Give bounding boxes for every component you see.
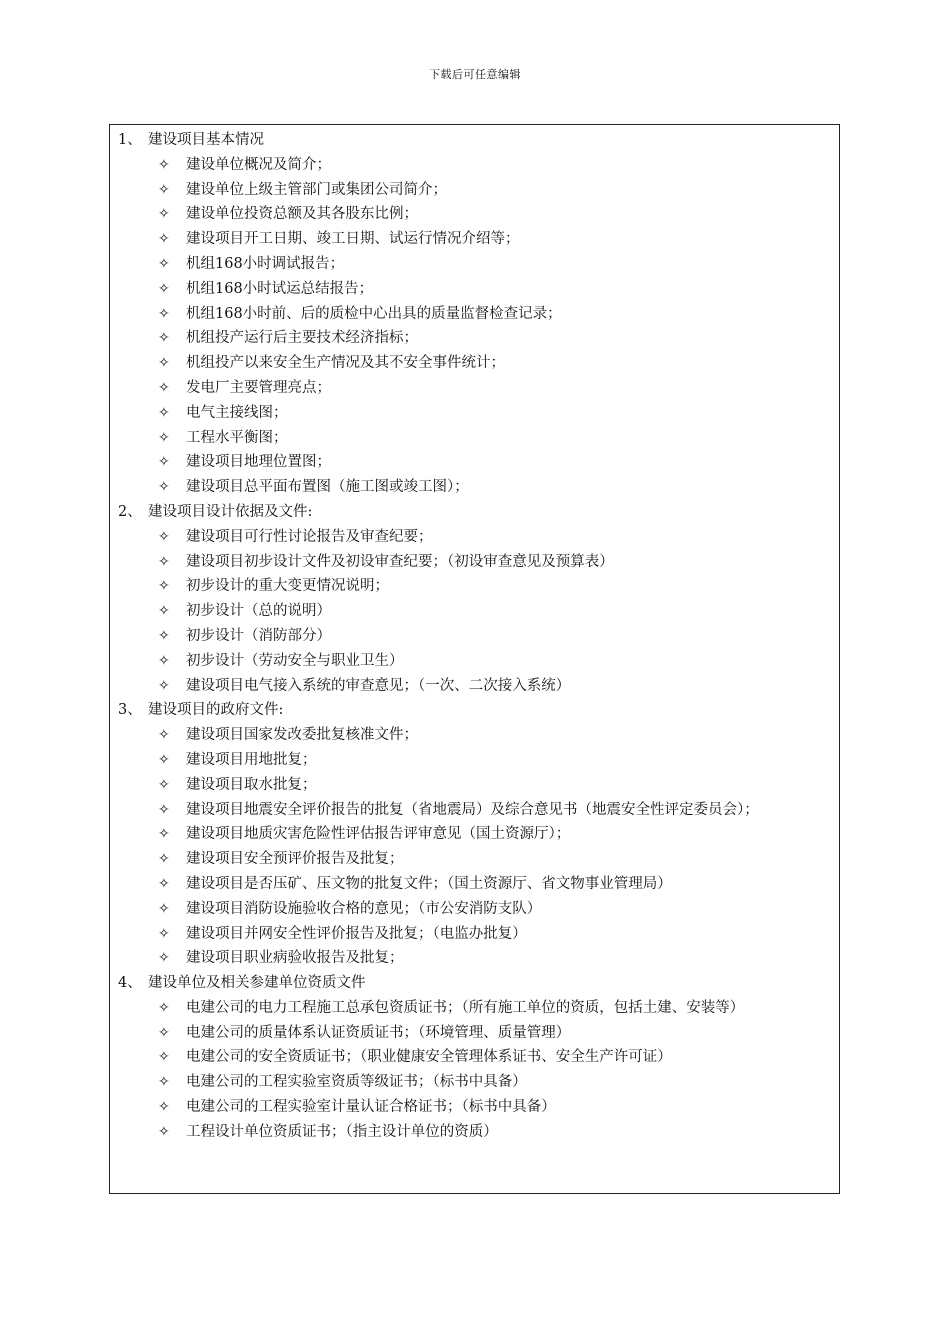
- list-item: [118, 227, 831, 252]
- diamond-bullet-icon: ✧: [158, 1049, 170, 1066]
- list-item-text: 建设项目地质灾害危险性评估报告评审意见（国土资源厅）；: [186, 826, 571, 843]
- list-item: [118, 1021, 831, 1046]
- section-number: 4、: [118, 975, 142, 992]
- list-item: [118, 450, 831, 475]
- list-item: [118, 153, 831, 178]
- diamond-bullet-icon: ✧: [158, 330, 170, 347]
- list-item-text: 初步设计的重大变更情况说明；: [186, 578, 389, 595]
- list-item: [118, 624, 831, 649]
- list-item: [118, 525, 831, 550]
- list-item-text: 建设项目初步设计文件及初设审查纪要；（初设审查意见及预算表）: [186, 553, 614, 570]
- diamond-bullet-icon: ✧: [158, 280, 170, 297]
- diamond-bullet-icon: ✧: [158, 156, 170, 173]
- list-item-text: 建设项目国家发改委批复核准文件；: [186, 727, 418, 744]
- list-item: [118, 401, 831, 426]
- diamond-bullet-icon: ✧: [158, 255, 170, 272]
- list-item: [118, 1070, 831, 1095]
- list-item-text: 建设项目消防设施验收合格的意见；（市公安消防支队）: [186, 900, 542, 917]
- requirements-table: [109, 124, 840, 1194]
- list-item: [118, 550, 831, 575]
- diamond-bullet-icon: ✧: [158, 479, 170, 496]
- list-item-text: 建设项目是否压矿、压文物的批复文件；（国土资源厅、省文物事业管理局）: [186, 875, 672, 892]
- list-item: [118, 649, 831, 674]
- diamond-bullet-icon: ✧: [158, 677, 170, 694]
- list-item: [118, 872, 831, 897]
- diamond-bullet-icon: ✧: [158, 627, 170, 644]
- list-item-text: 机组投产运行后主要技术经济指标；: [186, 330, 418, 347]
- diamond-bullet-icon: ✧: [158, 727, 170, 744]
- list-item: [118, 202, 831, 227]
- diamond-bullet-icon: ✧: [158, 826, 170, 843]
- diamond-bullet-icon: ✧: [158, 776, 170, 793]
- list-item-text: 建设项目地震安全评价报告的批复（省地震局）及综合意见书（地震安全性评定委员会）；: [186, 801, 759, 818]
- section-heading: [118, 698, 831, 723]
- diamond-bullet-icon: ✧: [158, 578, 170, 595]
- list-item: [118, 475, 831, 500]
- list-item-text: 建设单位上级主管部门或集团公司简介；: [186, 181, 447, 198]
- list-item-text: 机组168小时试运总结报告；: [186, 280, 374, 297]
- list-item: [118, 748, 831, 773]
- diamond-bullet-icon: ✧: [158, 454, 170, 471]
- list-item-text: 建设项目职业病验收报告及批复；: [186, 950, 404, 967]
- list-item-text: 建设项目用地批复；: [186, 751, 317, 768]
- diamond-bullet-icon: ✧: [158, 305, 170, 322]
- diamond-bullet-icon: ✧: [158, 231, 170, 248]
- diamond-bullet-icon: ✧: [158, 1123, 170, 1140]
- list-item-text: 建设项目取水批复；: [186, 776, 317, 793]
- section-title: 建设项目设计依据及文件:: [148, 503, 313, 520]
- diamond-bullet-icon: ✧: [158, 925, 170, 942]
- list-item: [118, 847, 831, 872]
- list-item-text: 机组168小时前、后的质检中心出具的质量监督检查记录；: [186, 305, 562, 322]
- list-item-text: 机组168小时调试报告；: [186, 255, 345, 272]
- diamond-bullet-icon: ✧: [158, 404, 170, 421]
- list-item-text: 电建公司的质量体系认证资质证书；（环境管理、质量管理）: [186, 1024, 571, 1041]
- diamond-bullet-icon: ✧: [158, 379, 170, 396]
- list-item: [118, 426, 831, 451]
- list-item: [118, 798, 831, 823]
- list-item-text: 建设项目开工日期、竣工日期、试运行情况介绍等；: [186, 231, 520, 248]
- list-item: [118, 599, 831, 624]
- diamond-bullet-icon: ✧: [158, 206, 170, 223]
- diamond-bullet-icon: ✧: [158, 801, 170, 818]
- list-item-text: 建设项目总平面布置图（施工图或竣工图）；: [186, 479, 469, 496]
- list-item-text: 电建公司的电力工程施工总承包资质证书；（所有施工单位的资质，包括土建、安装等）: [186, 999, 745, 1016]
- diamond-bullet-icon: ✧: [158, 1074, 170, 1091]
- diamond-bullet-icon: ✧: [158, 528, 170, 545]
- list-item: [118, 277, 831, 302]
- list-item: [118, 351, 831, 376]
- list-item: [118, 922, 831, 947]
- list-item: [118, 1120, 831, 1145]
- list-item-text: 初步设计（消防部分）: [186, 627, 331, 644]
- diamond-bullet-icon: ✧: [158, 553, 170, 570]
- list-item-text: 发电厂主要管理亮点；: [186, 379, 331, 396]
- list-item: [118, 1045, 831, 1070]
- list-item-text: 建设项目可行性讨论报告及审查纪要；: [186, 528, 433, 545]
- list-item-text: 工程设计单位资质证书；（指主设计单位的资质）: [186, 1123, 498, 1140]
- section-number: 3、: [118, 702, 142, 719]
- list-item: [118, 674, 831, 699]
- diamond-bullet-icon: ✧: [158, 603, 170, 620]
- list-item: [118, 574, 831, 599]
- section-title: 建设单位及相关参建单位资质文件: [148, 975, 366, 992]
- list-item: [118, 376, 831, 401]
- diamond-bullet-icon: ✧: [158, 181, 170, 198]
- list-item-text: 建设单位概况及简介；: [186, 156, 331, 173]
- list-item: [118, 822, 831, 847]
- list-item-text: 电气主接线图；: [186, 404, 288, 421]
- list-item: [118, 252, 831, 277]
- list-item-text: 建设单位投资总额及其各股东比例；: [186, 206, 418, 223]
- diamond-bullet-icon: ✧: [158, 751, 170, 768]
- list-item-text: 工程水平衡图；: [186, 429, 288, 446]
- list-item-text: 建设项目地理位置图；: [186, 454, 331, 471]
- list-item: [118, 996, 831, 1021]
- diamond-bullet-icon: ✧: [158, 851, 170, 868]
- page-header: 下载后可任意编辑: [429, 68, 521, 81]
- list-item-text: 建设项目并网安全性评价报告及批复；（电监办批复）: [186, 925, 527, 942]
- section-heading: [118, 971, 831, 996]
- section-number: 2、: [118, 503, 142, 520]
- section-number: 1、: [118, 132, 142, 148]
- list-item-text: 机组投产以来安全生产情况及其不安全事件统计；: [186, 355, 505, 372]
- list-item-text: 电建公司的工程实验室计量认证合格证书；（标书中具备）: [186, 1099, 556, 1116]
- list-item-text: 建设项目安全预评价报告及批复；: [186, 851, 404, 868]
- list-item: [118, 302, 831, 327]
- list-item: [118, 326, 831, 351]
- list-item-text: 初步设计（劳动安全与职业卫生）: [186, 652, 404, 669]
- list-item: [118, 946, 831, 971]
- section-heading: [118, 500, 831, 525]
- diamond-bullet-icon: ✧: [158, 652, 170, 669]
- diamond-bullet-icon: ✧: [158, 950, 170, 967]
- list-item: [118, 897, 831, 922]
- list-item: [118, 1095, 831, 1120]
- diamond-bullet-icon: ✧: [158, 429, 170, 446]
- list-item: [118, 178, 831, 203]
- section-heading: [118, 128, 831, 153]
- diamond-bullet-icon: ✧: [158, 1024, 170, 1041]
- list-item: [118, 773, 831, 798]
- list-item: [118, 723, 831, 748]
- list-item-text: 电建公司的安全资质证书；（职业健康安全管理体系证书、安全生产许可证）: [186, 1049, 672, 1066]
- diamond-bullet-icon: ✧: [158, 875, 170, 892]
- section-title: 建设项目的政府文件:: [148, 702, 284, 719]
- requirements-list: [118, 128, 831, 1145]
- diamond-bullet-icon: ✧: [158, 355, 170, 372]
- list-item-text: 初步设计（总的说明）: [186, 603, 331, 620]
- diamond-bullet-icon: ✧: [158, 900, 170, 917]
- diamond-bullet-icon: ✧: [158, 1099, 170, 1116]
- list-item-text: 建设项目电气接入系统的审查意见；（一次、二次接入系统）: [186, 677, 571, 694]
- diamond-bullet-icon: ✧: [158, 999, 170, 1016]
- list-item-text: 电建公司的工程实验室资质等级证书；（标书中具备）: [186, 1074, 527, 1091]
- section-title: 建设项目基本情况: [148, 132, 264, 148]
